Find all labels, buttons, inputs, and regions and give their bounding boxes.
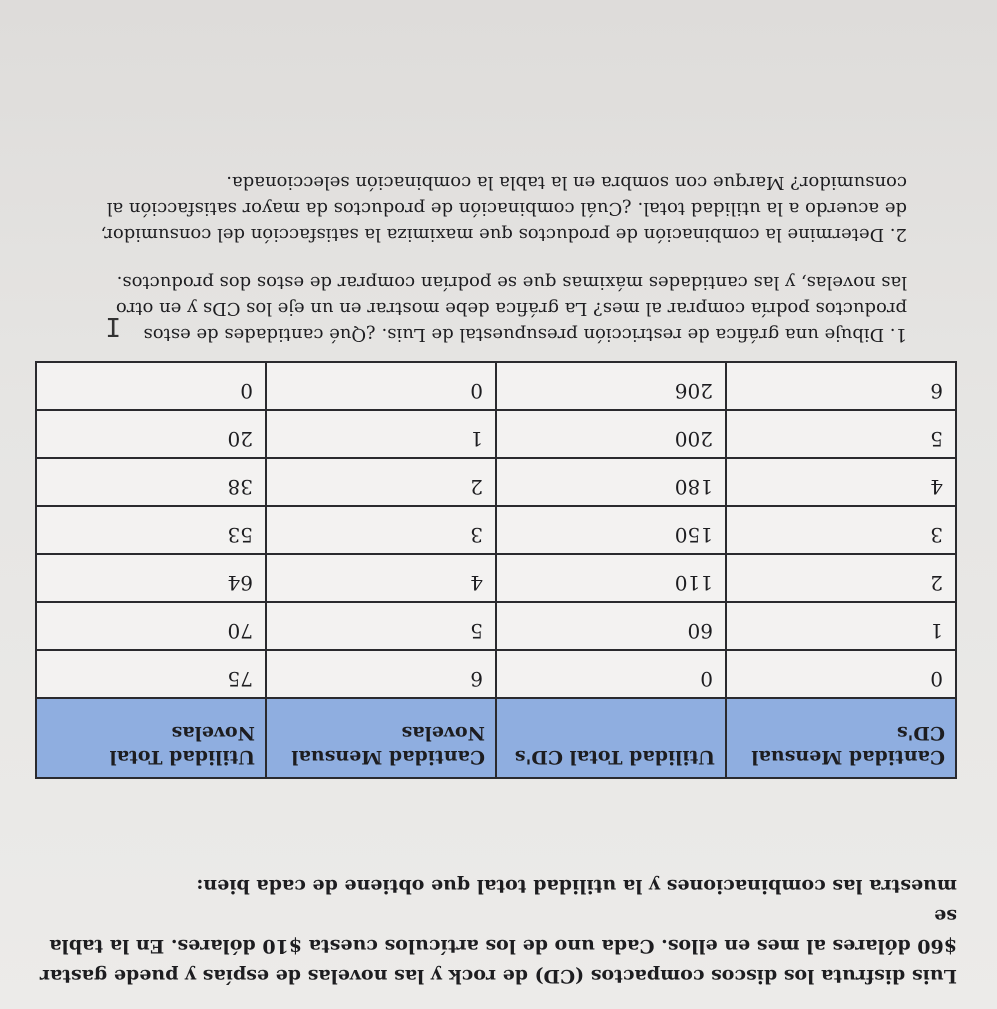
cell-novels-utility: 0	[36, 362, 266, 410]
cell-cds-quantity: 3	[726, 506, 956, 554]
cell-novels-utility: 64	[36, 554, 266, 602]
utility-table	[35, 361, 957, 779]
cell-cds-quantity: 0	[726, 650, 956, 698]
cell-cds-utility: 200	[496, 410, 726, 458]
cell-cds-quantity: 1	[726, 602, 956, 650]
question-1: 1. Dibuje una gráfica de restricción presupuestal de Luis. ¿Qué cantidades de estos productos podría comprar al mes? La gráfica debe mostrar en un eje los CDs y en otro las novelas, y las cantidades máximas que se podrían comprar de estos dos productos.	[115, 272, 907, 345]
table-row	[36, 554, 956, 602]
header-novels-utility: Utilidad Total Novelas	[36, 698, 266, 778]
cell-cds-quantity: 5	[726, 410, 956, 458]
questions-section	[87, 147, 907, 347]
cell-cds-quantity: 2	[726, 554, 956, 602]
table-row	[36, 458, 956, 506]
cell-novels-quantity: 2	[266, 458, 496, 506]
cell-cds-quantity: 4	[726, 458, 956, 506]
intro-line-1: Luis disfruta los discos compactos (CD) de rock y las novelas de espías y puede gastar	[39, 965, 957, 987]
cell-novels-quantity: 4	[266, 554, 496, 602]
cell-novels-quantity: 0	[266, 362, 496, 410]
table-header-row	[36, 698, 956, 778]
table-row	[36, 506, 956, 554]
cell-cds-utility: 0	[496, 650, 726, 698]
cell-novels-utility: 70	[36, 602, 266, 650]
cell-cds-utility: 180	[496, 458, 726, 506]
table-row	[36, 362, 956, 410]
cell-novels-quantity: 1	[266, 410, 496, 458]
intro-paragraph	[37, 871, 957, 991]
cell-novels-quantity: 6	[266, 650, 496, 698]
cell-novels-utility: 75	[36, 650, 266, 698]
table-row	[36, 602, 956, 650]
cell-novels-utility: 53	[36, 506, 266, 554]
intro-line-2: $60 dólares al mes en ellos. Cada uno de los artículos cuesta $10 dólares. En la tabla se	[49, 905, 957, 957]
cell-novels-quantity: 5	[266, 602, 496, 650]
cell-novels-utility: 20	[36, 410, 266, 458]
cell-cds-utility: 110	[496, 554, 726, 602]
table-row	[36, 650, 956, 698]
cell-novels-quantity: 3	[266, 506, 496, 554]
cell-cds-utility: 206	[496, 362, 726, 410]
cell-cds-utility: 150	[496, 506, 726, 554]
cell-novels-utility: 38	[36, 458, 266, 506]
intro-line-3: muestra las combinaciones y la utilidad total que obtiene de cada bien:	[196, 875, 957, 897]
header-cds-utility: Utilidad Total CD's	[496, 698, 726, 778]
cell-cds-utility: 60	[496, 602, 726, 650]
header-novels-quantity: Cantidad Mensual Novelas	[266, 698, 496, 778]
header-cds-quantity: Cantidad Mensual CD's	[726, 698, 956, 778]
cell-cds-quantity: 6	[726, 362, 956, 410]
question-2: 2. Determine la combinación de productos que maximiza la satisfacción del consumidor, de acuerdo a la utilidad total. ¿Cuál combinación de productos da mayor satisfacción al consumidor? Marque con sombra en la tabla la combinación seleccionada.	[100, 172, 907, 245]
text-cursor-icon: I	[105, 311, 121, 341]
table-row	[36, 410, 956, 458]
